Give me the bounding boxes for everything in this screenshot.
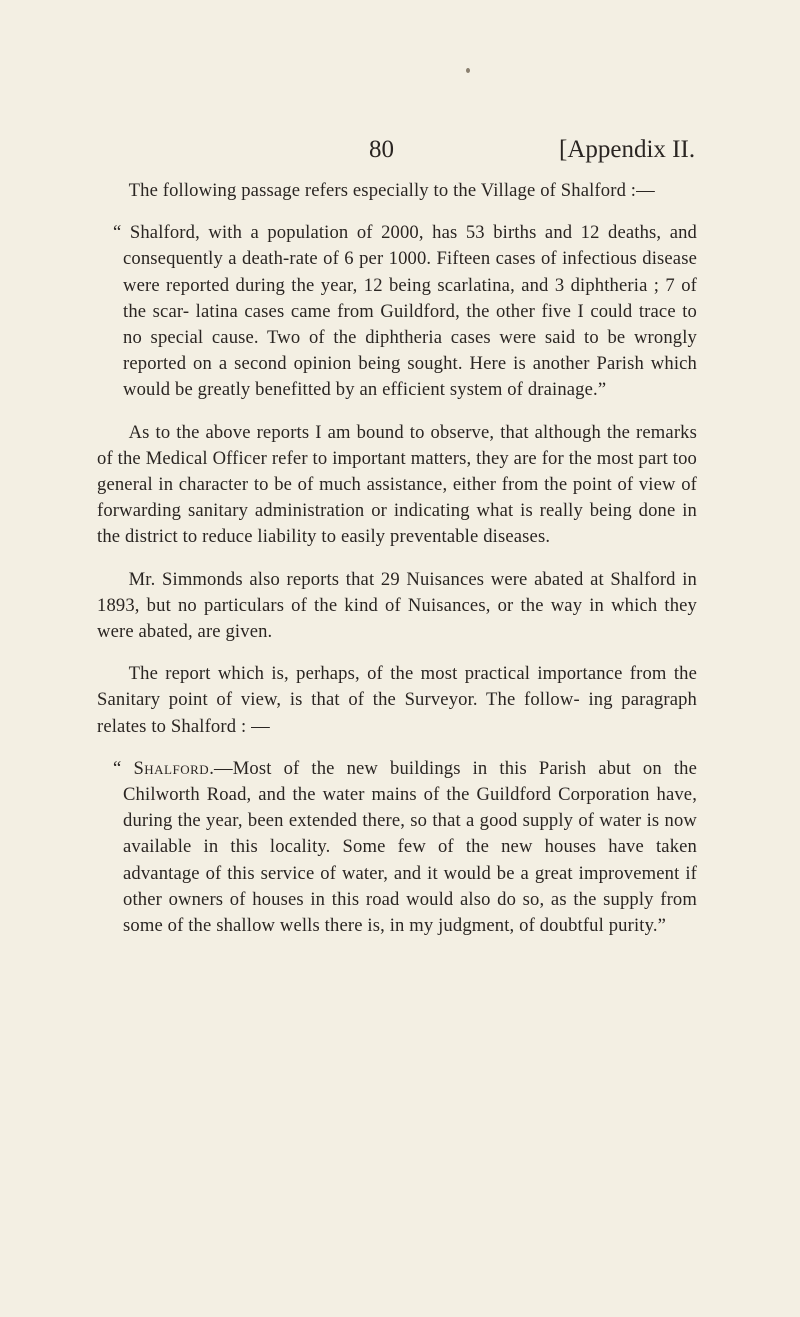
observation-paragraph: As to the above reports I am bound to observe, that although the remarks of the Medical Officer refer to important matters, they are for the most part too general in character to be of much assistance, either from the point of view of forwarding sanitary administration or indicating what is really being done in the district to reduce liability to easily preventable diseases. (97, 421, 697, 548)
quote-body: .—Most of the new buildings in this Parish abut on the Chilworth Road, and the water mains of the Guildford Corporation have, during the year, been extended there, so that a good supply of water is now available in this locality. Some few of the new houses have taken advantage of this service of water, and it would be a great improvement if other owners of houses in this road would also do so, as the supply from some of the shallow wells there is, in my judgment, of doubtful purity.” (123, 757, 698, 937)
paper-speck (466, 68, 470, 73)
quote-open-mark: “ (113, 757, 134, 779)
medical-officer-quote: “ Shalford, with a population of 2000, has 53 births and 12 deaths, and consequently a death-rate of 6 per 1000. Fifteen cases of infectious disease were reported during the year, 12 being scarlatina, and 3 diphtheria ; 7 of the scar- latina cases came from Guildford, the other five I could trace to no special cause. Two of the diphtheria cases were said to be wrongly reported on a second opinion being sought. Here is another Parish which would be greatly benefitted by an efficient system of drainage.” (113, 222, 697, 401)
page-body (97, 178, 697, 955)
nuisances-paragraph: Mr. Simmonds also reports that 29 Nuisances were abated at Shalford in 1893, but no particulars of the kind of Nuisances, or the way in which they were abated, are given. (97, 568, 697, 643)
surveyor-paragraph: The report which is, perhaps, of the most practical importance from the Sanitary point of view, is that of the Surveyor. The follow- ing paragraph relates to Shalford : — (97, 663, 697, 737)
intro-paragraph: The following passage refers especially to the Village of Shalford :— (128, 180, 655, 201)
page-header (0, 136, 800, 176)
page-number: 80 (369, 136, 394, 163)
surveyor-quote (113, 756, 698, 939)
quote-lead-word: Shalford (133, 757, 210, 779)
running-head: [Appendix II. (559, 136, 696, 163)
